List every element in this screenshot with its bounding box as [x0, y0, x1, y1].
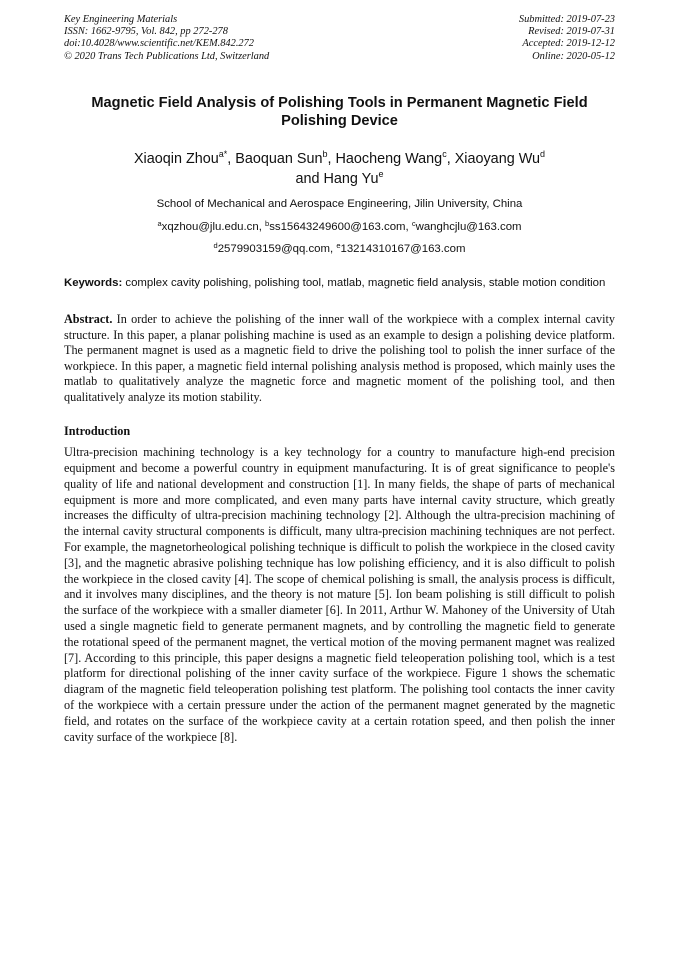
- copyright: © 2020 Trans Tech Publications Ltd, Switzerland: [64, 50, 270, 62]
- introduction-paragraph: Ultra-precision machining technology is a key technology for a country to manufacture high-end precision equipment and become a powerful country in equipment manufacturing. It is of great significance to people's quality of life and national development and construction [1]. In many fields, the shape of parts of mechanical equipment is more and more complicated, and even many parts have internal cavity structure, which greatly increases the difficulty of ultra-precision machining technology [2]. Although the ultra-precision machining of the internal cavity structural components is difficult, many ultra-precision machining techniques are not perfect. For example, the magnetorheological polishing technique is difficult to polish the workpiece in the closed cavity [3], and the magnetic abrasive polishing technique has low polishing efficiency, and it is also difficult to polish the workpiece in the closed cavity [4]. The scope of chemical polishing is small, the analysis process is difficult, and it involves many disciplines, and the theory is not mature [5]. Ion beam polishing is still difficult to polish the surface of the workpiece with a smaller diameter [6]. In 2011, Arthur W. Mahoney of the University of Utah used a single magnetic field to generate permanent magnets, and by controlling the magnetic field to generate the rotational speed of the permanent magnet, the vertical motion of the moving permanent magnet was realized [7]. According to this principle, this paper designs a magnetic field teleoperation polishing tool, which is a test platform for directional polishing of the inner cavity surface of the workpiece. Figure 1 shows the schematic diagram of the magnetic field teleoperation polishing test platform. The polishing tool contacts the inner cavity of the workpiece with a certain pressure under the action of the permanent magnet generated by the magnetic field, and rotates on the surface of the workpiece cavity at a certain rotation speed, and then polish the inner cavity surface of the workpiece [8].: [64, 445, 615, 744]
- author-email: 2579903159@qq.com: [217, 242, 330, 255]
- author-affil-mark: b: [322, 148, 328, 159]
- doi: doi:10.4028/www.scientific.net/KEM.842.272: [64, 38, 254, 50]
- accepted-date: Accepted: 2019-12-12: [522, 38, 615, 50]
- abstract: [64, 312, 615, 406]
- email-mark: a: [157, 218, 162, 228]
- email-separator: ,: [258, 220, 266, 233]
- author-separator: ,: [446, 150, 455, 167]
- author-affil-mark: a*: [218, 148, 228, 159]
- email-separator: ,: [405, 220, 412, 233]
- author-separator: ,: [227, 150, 236, 167]
- author-name: Xiaoqin Zhou: [133, 150, 219, 167]
- author-email: 13214310167@163.com: [340, 242, 466, 255]
- email-mark: c: [411, 218, 416, 228]
- email-mark: d: [213, 240, 218, 250]
- author-name: Hang Yu: [323, 170, 379, 187]
- author-name: Baoquan Sun: [235, 150, 323, 167]
- revised-date: Revised: 2019-07-31: [528, 26, 615, 38]
- author-affil-mark: c: [442, 148, 447, 159]
- keywords-text: complex cavity polishing, polishing tool, matlab, magnetic field analysis, stable motion condition: [122, 276, 606, 289]
- paper-page: [64, 14, 615, 745]
- affiliation: School of Mechanical and Aerospace Engineering, Jilin University, China: [156, 197, 523, 210]
- email-line-1: [64, 220, 615, 234]
- email-mark: b: [265, 218, 270, 228]
- abstract-text: In order to achieve the polishing of the inner wall of the workpiece with a complex internal cavity structure. In this paper, a planar polishing machine is used as an example to design a polishing device platform. The permanent magnet is used as a magnetic field to drive the polishing tool to polish the inner surface of the workpiece. In this paper, a magnetic field internal polishing analysis method is proposed, which mainly uses the matlab to qualitatively analyze the magnetic force and magnetic moment of the polishing tool, and then qualitatively analyze its motion stability.: [64, 312, 615, 404]
- online-date: Online: 2020-05-12: [532, 50, 615, 62]
- journal-name: Key Engineering Materials: [64, 14, 178, 25]
- abstract-label: Abstract.: [64, 312, 113, 327]
- keywords: [64, 276, 615, 290]
- email-separator: ,: [329, 242, 337, 255]
- submitted-date: Submitted: 2019-07-23: [518, 14, 615, 25]
- issn-volume: ISSN: 1662-9795, Vol. 842, pp 272-278: [64, 26, 228, 38]
- journal-info: [64, 14, 269, 63]
- author-email: ss15643249600@163.com: [269, 220, 406, 233]
- author-list: [64, 149, 615, 189]
- author-email: wanghcjlu@163.com: [415, 220, 522, 233]
- submission-dates: [519, 14, 615, 63]
- paper-title: Magnetic Field Analysis of Polishing Tools in Permanent Magnetic Field Polishing Device: [91, 95, 588, 130]
- email-mark: e: [336, 240, 341, 250]
- email-line-2: [64, 242, 615, 256]
- author-name: Xiaoyang Wu: [454, 150, 541, 167]
- section-heading-introduction: Introduction: [64, 423, 131, 438]
- author-affil-mark: e: [378, 168, 384, 179]
- author-separator: ,: [327, 150, 336, 167]
- author-email: xqzhou@jlu.edu.cn: [161, 220, 259, 233]
- author-name: Haocheng Wang: [335, 150, 443, 167]
- author-affil-mark: d: [540, 148, 546, 159]
- journal-header: [64, 14, 615, 66]
- keywords-label: Keywords:: [64, 276, 123, 289]
- author-separator: and: [295, 170, 324, 187]
